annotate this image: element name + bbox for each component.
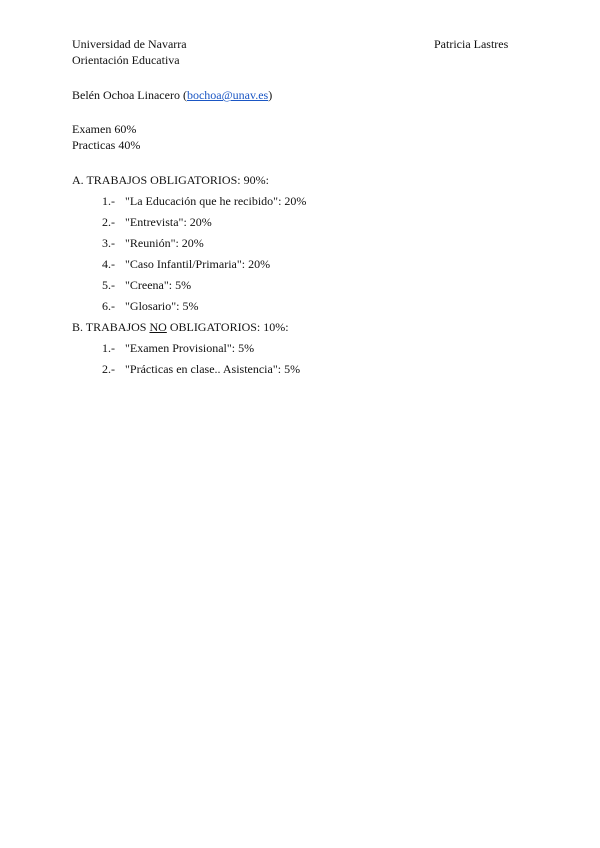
section-b-title-prefix: B. TRABAJOS <box>72 320 150 334</box>
item-text: "La Educación que he recibido": 20% <box>125 194 307 208</box>
item-text: "Entrevista": 20% <box>125 215 212 229</box>
item-number: 6.- <box>102 299 115 313</box>
exam-weight: Examen 60% <box>72 122 137 136</box>
section-b-title-suffix: OBLIGATORIOS: 10%: <box>166 320 289 334</box>
section-a-title: A. TRABAJOS OBLIGATORIOS: 90%: <box>72 173 269 187</box>
subject-name: Orientación Educativa <box>72 53 180 67</box>
item-number: 2.- <box>102 215 115 229</box>
practicas-weight: Practicas 40% <box>72 138 141 152</box>
item-number: 1.- <box>102 194 115 208</box>
email-link[interactable]: bochoa@unav.es <box>186 88 269 102</box>
contact-close-paren: ) <box>268 88 273 102</box>
item-number: 3.- <box>102 236 115 250</box>
list-item <box>102 257 270 271</box>
item-text: "Reunión": 20% <box>125 236 204 250</box>
item-number: 1.- <box>102 341 115 355</box>
list-item <box>102 278 191 292</box>
section-b-title <box>72 320 289 334</box>
item-text: "Caso Infantil/Primaria": 20% <box>125 257 271 271</box>
item-text: "Prácticas en clase.. Asistencia": 5% <box>125 362 301 376</box>
list-item <box>102 236 204 250</box>
list-item <box>102 362 300 376</box>
item-number: 4.- <box>102 257 115 271</box>
institution-name: Universidad de Navarra <box>72 37 187 51</box>
list-item <box>102 341 254 355</box>
contact-name: Belén Ochoa Linacero ( <box>72 88 187 102</box>
author-name: Patricia Lastres <box>434 37 509 51</box>
list-item <box>102 194 306 208</box>
item-text: "Glosario": 5% <box>125 299 199 313</box>
item-number: 5.- <box>102 278 115 292</box>
list-item <box>102 299 198 313</box>
item-number: 2.- <box>102 362 115 376</box>
contact-line <box>72 88 272 102</box>
item-text: "Examen Provisional": 5% <box>125 341 255 355</box>
list-item <box>102 215 212 229</box>
section-b-title-emphasis: NO <box>149 320 167 334</box>
item-text: "Creena": 5% <box>125 278 192 292</box>
